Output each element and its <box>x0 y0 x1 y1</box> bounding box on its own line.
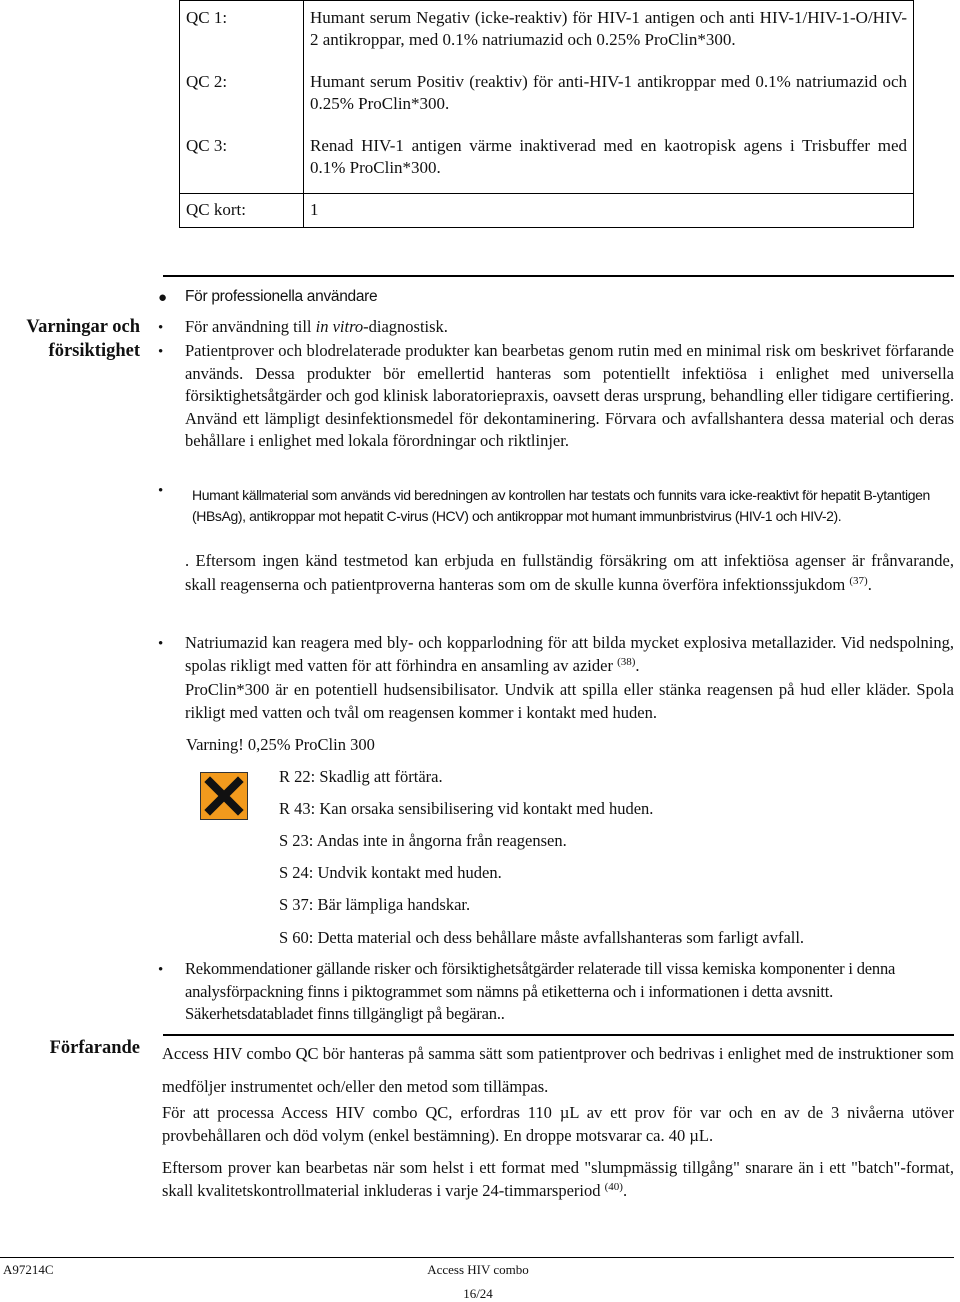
footer-doc-code: A97214C <box>3 1262 54 1277</box>
invitro-note: För användning till in vitro-diagnostisk. <box>185 317 448 336</box>
warnings-heading: Varningar och försiktighet <box>26 317 140 361</box>
harmful-x-icon <box>200 772 248 820</box>
risk-phrase: R 43: Kan orsaka sensibilisering vid kontakt med huden. <box>279 799 654 818</box>
risk-phrase: S 37: Bär lämpliga handskar. <box>279 895 471 914</box>
procedure-paragraph-3: Eftersom prover kan bearbetas när som helst i ett format med "slumpmässig tillgång" snarare än i ett "batch"-format, skall kvalitetskontrollmaterial inkluderas i varje 24-timmarsperiod $^{(40)}$. <box>162 1158 954 1200</box>
risk-phrase: S 23: Andas inte in ångorna från reagensen. <box>279 831 567 850</box>
bullet-icon: • <box>158 636 164 652</box>
warning-title: Varning! 0,25% ProClin 300 <box>186 735 375 754</box>
qc-description: Renad HIV-1 antigen värme inaktiverad med en kaotropisk agens i Trisbuffer med 0.1% ProClin*300. <box>310 135 907 177</box>
procedure-paragraph-1: Access HIV combo QC bör hanteras på samma sätt som patientprover och bedrivas i enlighet med de instruktioner som medföljer instrumentet och/eller den metod som tillämpas. <box>162 1044 954 1096</box>
qc-label: QC 3: <box>180 129 304 193</box>
patient-sample-paragraph: Patientprover och blodrelaterade produkter kan bearbetas genom rutin med en minimal risk om beskrivet förfarande används. Dessa produkter bör emellertid hanteras som potentiellt infektiösa i enlighet med universella försiktighetsåtgärder och god klinisk laboratoriepraxis, oavsett deras ursprung, behandling eller tidigare certifiering. Använd ett lämpligt desinfektionsmedel för dekontaminering. Förvara och avfallshantera dessa material och deras behållare i enlighet med lokala förordningar och riktlinjer. <box>185 341 954 450</box>
qc-description: Humant serum Positiv (reaktiv) för anti-HIV-1 antikroppar med 0.1% natriumazid och 0.25% ProClin*300. <box>310 71 907 113</box>
qc-label: QC 1: <box>180 1 304 65</box>
qc-label: QC 2: <box>180 65 304 129</box>
infection-paragraph: . Eftersom ingen känd testmetod kan erbjuda en fullständig försäkring om att infektiösa agenser är frånvarande, skall reagenserna och patientproverna hanteras som om de skulle kunna överföra infektionssjukdom $^{(37)}$. <box>185 551 954 594</box>
qc-kort-row <box>180 193 914 227</box>
footer-divider <box>0 1257 954 1258</box>
risk-phrase: S 24: Undvik kontakt med huden. <box>279 863 502 882</box>
bullet-icon: • <box>158 483 164 499</box>
risk-phrase: S 60: Detta material och dess behållare måste avfallshanteras som farligt avfall. <box>279 928 805 947</box>
bullet-icon: • <box>158 344 164 360</box>
bullet-icon: • <box>158 320 164 336</box>
qc-kort-label: QC kort: <box>180 193 304 227</box>
qc-row-2 <box>180 65 914 129</box>
qc-table <box>179 0 914 228</box>
bullet-icon: ● <box>158 290 168 306</box>
section-divider <box>163 275 954 277</box>
qc-description: Humant serum Negativ (icke-reaktiv) för HIV-1 antigen och anti HIV-1/HIV-1-O/HIV-2 antikroppar, med 0.1% natriumazid och 0.25% ProClin*300. <box>310 8 907 49</box>
azide-paragraph: Natriumazid kan reagera med bly- och kopparlodning för att bilda mycket explosiva metallazider. Vid nedspolning, spolas rikligt med vatten för att förhindra en ansamling av azider $^{(38)}$. <box>185 633 954 675</box>
qc-row-1 <box>180 1 914 65</box>
bullet-icon: • <box>158 962 164 978</box>
proclin-paragraph: ProClin*300 är en potentiell hudsensibilisator. Undvik att spilla eller stänka reagensen på hud eller kläder. Spola rikligt med vatten och tvål om reagensen kommer i kontakt med huden. <box>185 680 954 722</box>
qc-row-3 <box>180 129 914 193</box>
procedure-heading: Förfarande <box>49 1038 140 1058</box>
qc-kort-value: 1 <box>304 193 914 227</box>
procedure-paragraph-2: För att processa Access HIV combo QC, erfordras 110 µL av ett prov för var och en av de 3 nivåerna utöver provbehållaren och död volym (enkel bestämning). En droppe motsvarar ca. 40 µL. <box>162 1103 954 1145</box>
footer-product: Access HIV combo <box>427 1262 529 1277</box>
section-divider <box>163 1034 954 1036</box>
source-material-paragraph: Humant källmaterial som används vid beredningen av kontrollen har testats och funnits vara icke-reaktivt för hepatit B-ytantigen (HBsAg), antikroppar mot hepatit C-virus (HCV) och antikroppar mot humant immunbristvirus (HIV-1 och HIV-2). <box>192 487 930 524</box>
recommendation-paragraph: Rekommendationer gällande risker och försiktighetsåtgärder relaterade till vissa kemiska komponenter i denna analysförpackning finns i piktogrammet som nämns på etiketterna och i informationen i detta avsnitt. Säkerhetsdatabladet finns tillgängligt på begäran.. <box>185 959 896 1023</box>
professional-use-note: För professionella användare <box>185 288 378 305</box>
risk-phrase: R 22: Skadlig att förtära. <box>279 767 443 786</box>
footer-page-number: 16/24 <box>463 1286 493 1301</box>
